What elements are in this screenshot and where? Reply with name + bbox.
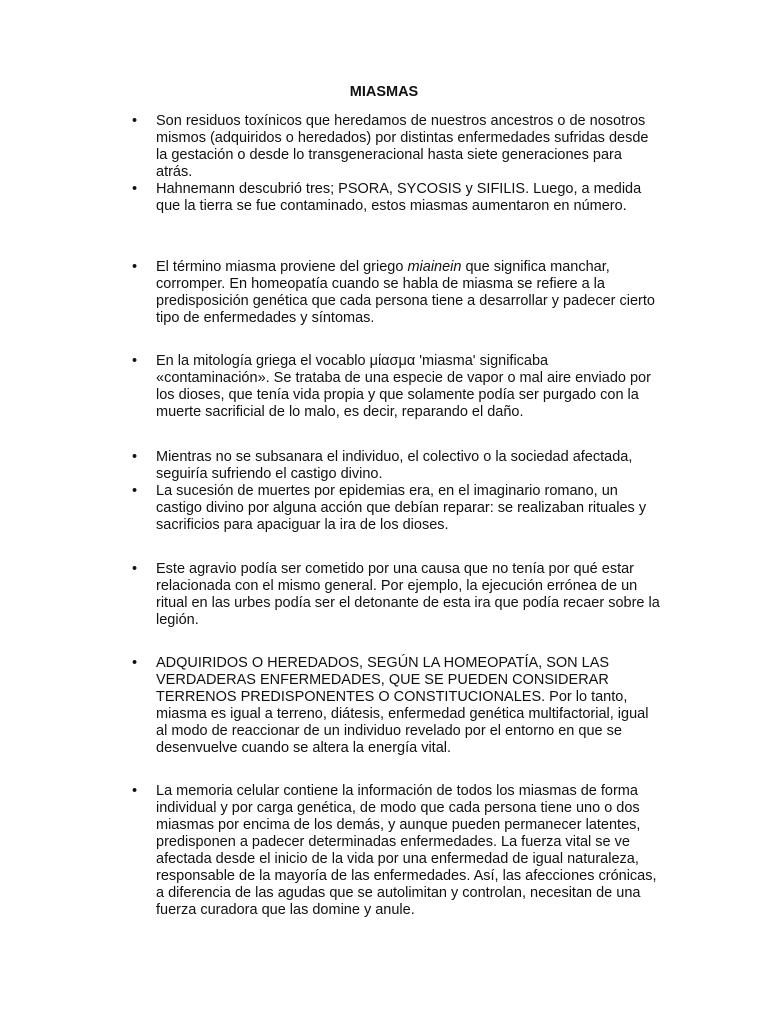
list-item-text: Este agravio podía ser cometido por una causa que no tenía por qué estar relacionada con el mismo general. Por ejemplo, la ejecución errónea de un ritual en las urbes podía ser el detonante de esta ira que podía recaer sobre la legión. (156, 561, 660, 628)
bullet: • (132, 783, 138, 799)
list-item (132, 655, 662, 757)
list-item-text: La memoria celular contiene la información de todos los miasmas de forma individual y por carga genética, de modo que cada persona tiene uno o dos miasmas por encima de los demás, y aunque pueden permanecer latentes, predisponen a padecer determinadas enfermedades. La fuerza vital se ve afectada desde el inicio de la vida por una enfermedad de igual naturaleza, responsable de la mayoría de las enfermedades. Así, las afecciones crónicas, a diferencia de las agudas que se autolimitan y controlan, necesitan de una fuerza curadora que las domine y anule. (156, 783, 657, 918)
bullet: • (132, 483, 138, 499)
list-item-text: La sucesión de muertes por epidemias era, en el imaginario romano, un castigo divino por alguna acción que debían reparar: se realizaban rituales y sacrificios para apaciguar la ira de los dioses. (156, 483, 647, 533)
bullet: • (132, 113, 138, 129)
list-item (132, 353, 662, 421)
list-item-text: Hahnemann descubrió tres; PSORA, SYCOSIS y SIFILIS. Luego, a medida que la tierra se fue contaminado, estos miasmas aumentaron en número. (156, 181, 642, 214)
list-item (132, 783, 662, 919)
list-item (132, 181, 662, 215)
bullet: • (132, 181, 138, 197)
list-item-text: ADQUIRIDOS O HEREDADOS, SEGÚN LA HOMEOPATÍA, SON LAS VERDADERAS ENFERMEDADES, QUE SE PUEDEN CONSIDERAR TERRENOS PREDISPONENTES O CONSTITUCIONALES. Por lo tanto, miasma es igual a terreno, diátesis, enfermedad genética multifactorial, igual al modo de reaccionar de un individuo revelado por el entorno en que se desenvuelve cuando se altera la energía vital. (156, 655, 649, 756)
list-item (132, 449, 662, 483)
list-item-text: Mientras no se subsanara el individuo, el colectivo o la sociedad afectada, seguiría sufriendo el castigo divino. (156, 449, 633, 482)
greek-term: miainein (407, 259, 462, 275)
bullet: • (132, 561, 138, 577)
list-item (132, 561, 662, 629)
list-item-text: En la mitología griega el vocablo μίασμα 'miasma' significaba «contaminación». Se trataba de una especie de vapor o mal aire enviado por los dioses, que tenía vida propia y que solamente podía ser purgado con la muerte sacrificial de lo malo, es decir, reparando el daño. (156, 353, 651, 420)
bullet: • (132, 353, 138, 369)
list-item-text: El término miasma proviene del griego miainein que significa manchar, corromper. En homeopatía cuando se habla de miasma se refiere a la predisposición genética que cada persona tiene a desarrollar y padecer cierto tipo de enfermedades y síntomas. (156, 259, 655, 326)
list-item (132, 113, 662, 181)
page-title: MIASMAS (349, 84, 419, 100)
bullet: • (132, 449, 138, 465)
bullet: • (132, 259, 138, 275)
list-item-text: Son residuos toxínicos que heredamos de nuestros ancestros o de nosotros mismos (adquiridos o heredados) por distintas enfermedades sufridas desde la gestación o desde lo transgeneracional hasta siete generaciones para atrás. (156, 113, 649, 180)
list-item (132, 259, 662, 327)
list-item (132, 483, 662, 534)
bullet: • (132, 655, 138, 671)
